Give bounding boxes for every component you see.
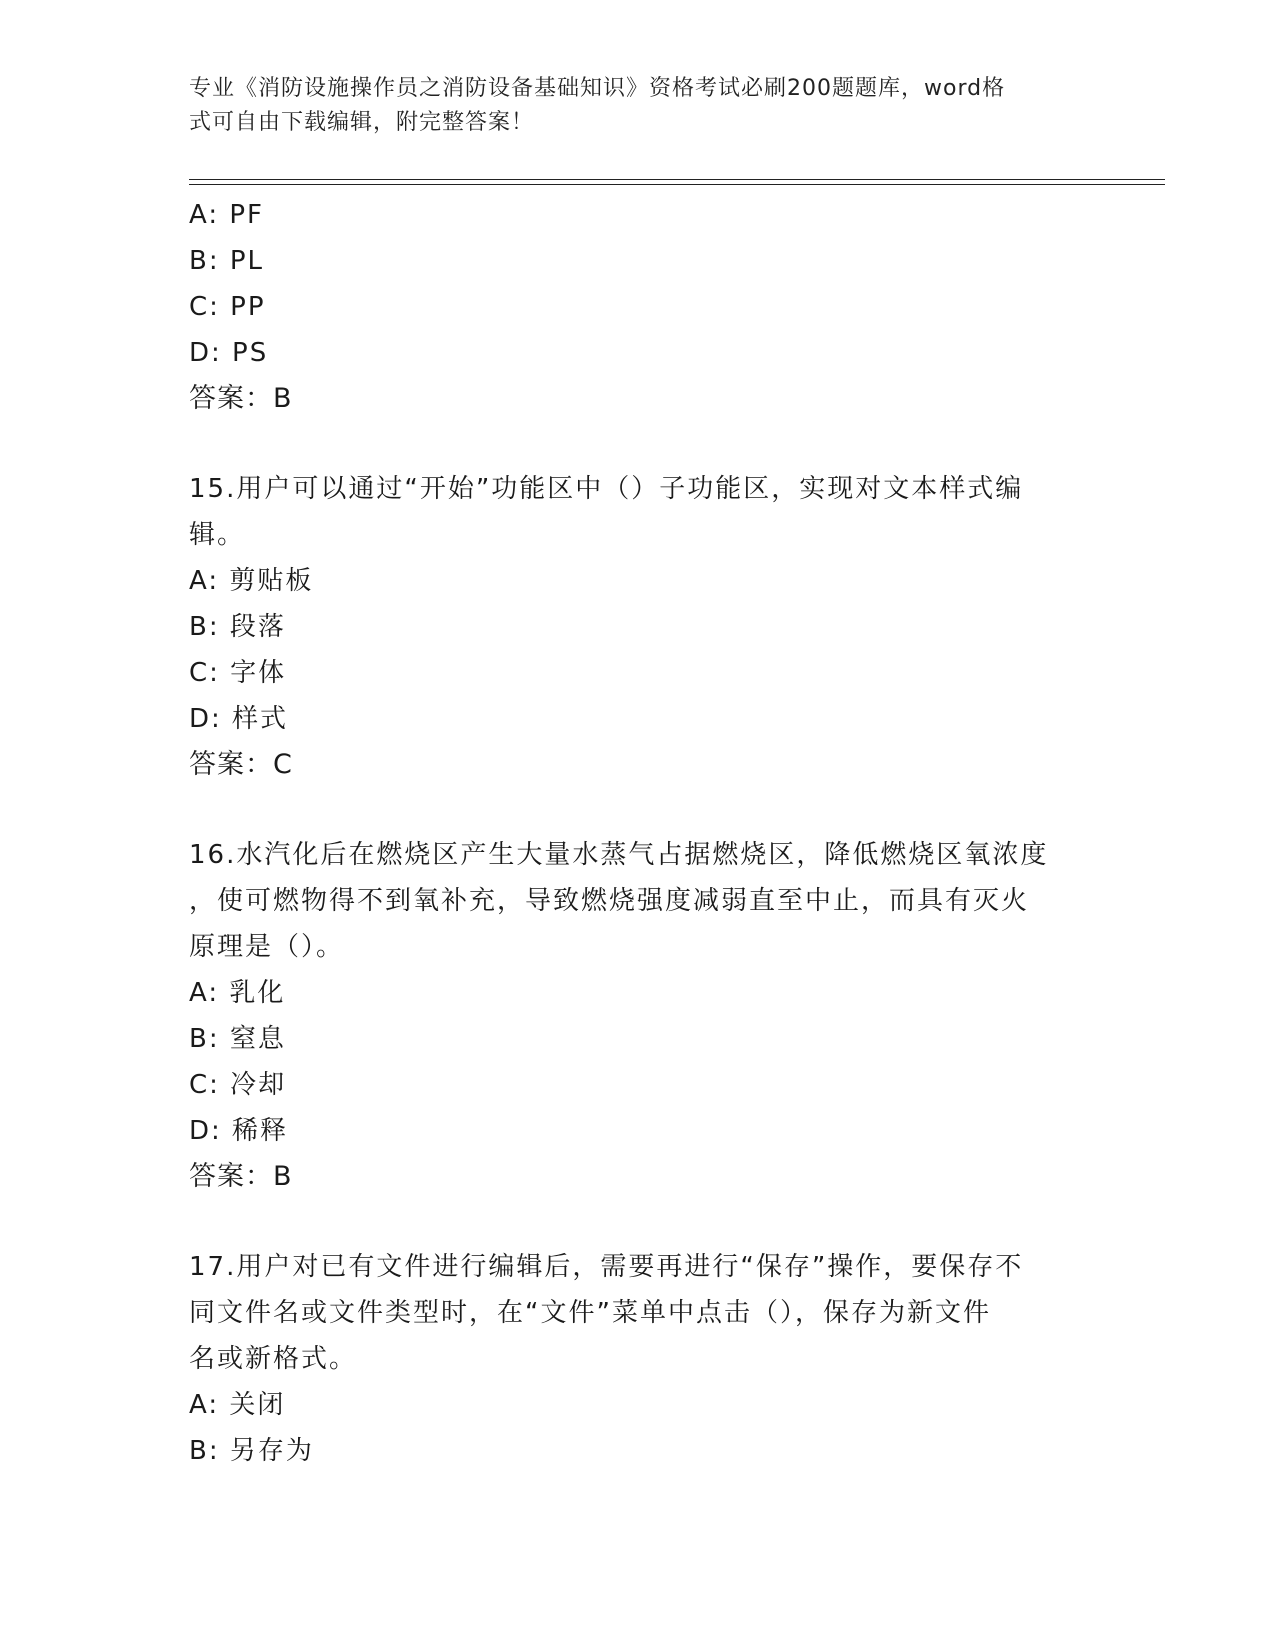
header-rule-top — [189, 179, 1165, 180]
question-text-line: 辑。 — [189, 520, 246, 550]
question-text-line: ，使可燃物得不到氧补充，导致燃烧强度减弱直至中止，而具有灭火 — [189, 886, 1030, 916]
spacer — [189, 1200, 1089, 1244]
question-14-continued — [189, 192, 1089, 422]
spacer — [189, 788, 1089, 832]
option-b: B: PL — [189, 246, 265, 276]
option-b: B: 另存为 — [189, 1436, 314, 1466]
option-a: A: 关闭 — [189, 1390, 286, 1420]
option-c: C: 字体 — [189, 658, 287, 688]
question-15 — [189, 466, 1089, 788]
question-text-line: 15.用户可以通过“开始”功能区中（）子功能区，实现对文本样式编 — [189, 474, 1024, 504]
option-a: A: 乳化 — [189, 978, 286, 1008]
answer: 答案：B — [189, 383, 293, 414]
question-text-line: 名或新格式。 — [189, 1344, 358, 1374]
option-d: D: 稀释 — [189, 1116, 289, 1146]
option-d: D: PS — [189, 338, 269, 368]
option-b: B: 段落 — [189, 612, 286, 642]
question-text-line: 16.水汽化后在燃烧区产生大量水蒸气占据燃烧区，降低燃烧区氧浓度 — [189, 840, 1049, 870]
option-c: C: 冷却 — [189, 1070, 287, 1100]
option-b: B: 窒息 — [189, 1024, 286, 1054]
option-c: C: PP — [189, 292, 266, 322]
spacer — [189, 422, 1089, 466]
option-a: A: 剪贴板 — [189, 566, 314, 596]
option-d: D: 样式 — [189, 704, 289, 734]
question-text-line: 同文件名或文件类型时，在“文件”菜单中点击（），保存为新文件 — [189, 1298, 991, 1328]
question-text-line: 17.用户对已有文件进行编辑后，需要再进行“保存”操作，要保存不 — [189, 1252, 1024, 1282]
answer: 答案：B — [189, 1161, 293, 1192]
header-rule-bottom — [189, 184, 1165, 185]
option-a: A: PF — [189, 200, 264, 230]
answer: 答案：C — [189, 749, 293, 780]
header-line-2: 式可自由下载编辑，附完整答案！ — [189, 110, 535, 135]
question-text-line: 原理是（）。 — [189, 932, 345, 962]
document-header — [189, 72, 1089, 140]
question-17 — [189, 1244, 1089, 1474]
question-16 — [189, 832, 1089, 1200]
question-list — [189, 192, 1089, 1474]
header-line-1: 专业《消防设施操作员之消防设备基础知识》资格考试必刷200题题库，word格 — [189, 76, 1006, 101]
